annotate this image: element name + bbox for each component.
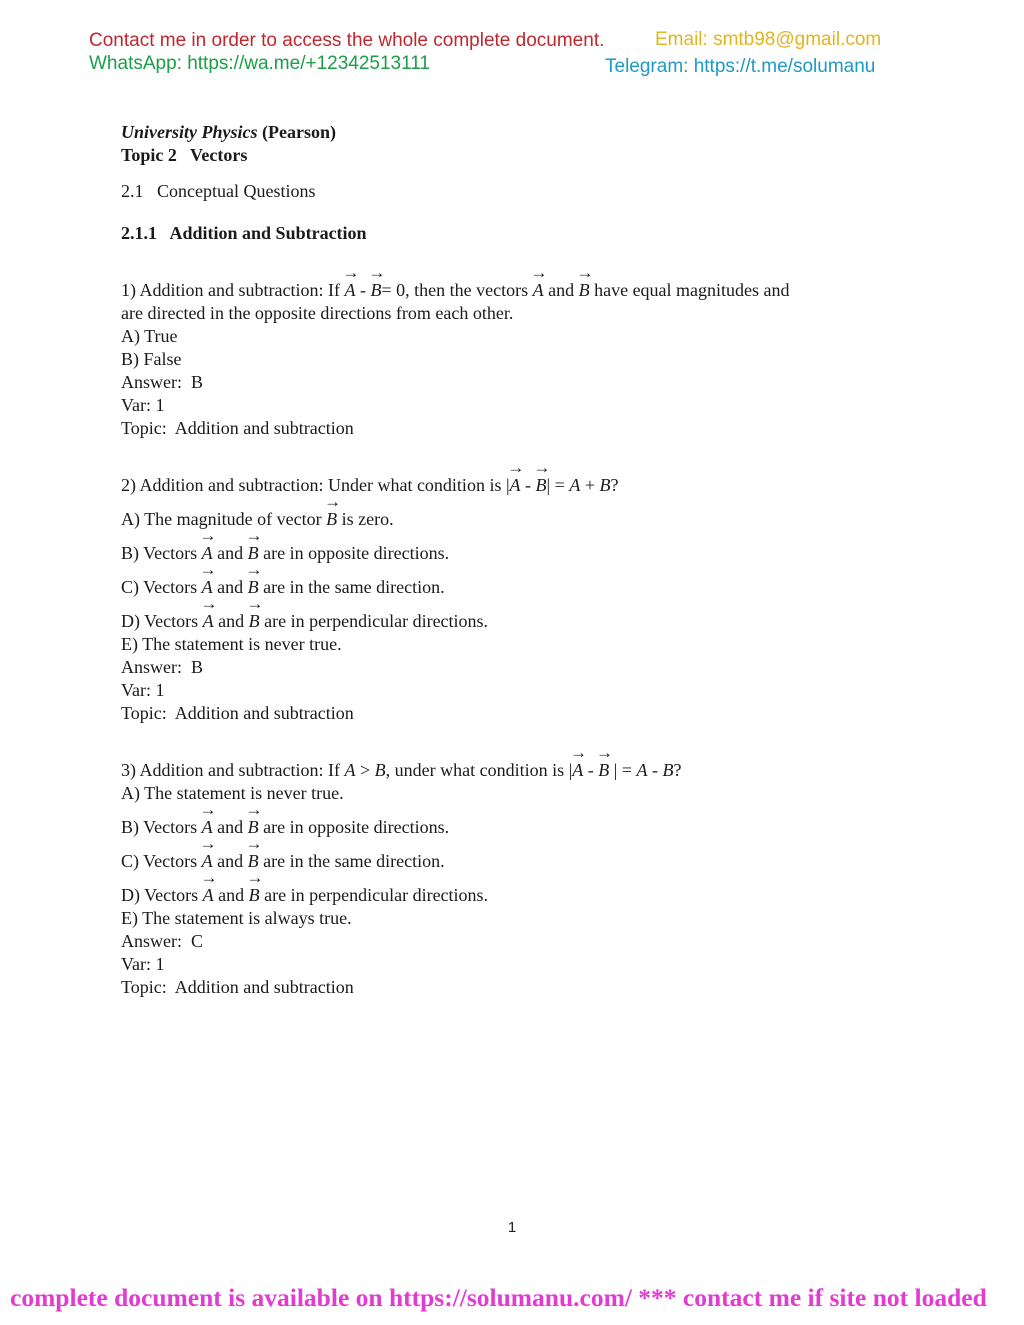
section-heading: 2.1 Conceptual Questions xyxy=(121,181,316,201)
var: Var: 1 xyxy=(121,395,165,415)
equals-text: | = xyxy=(609,760,637,780)
vector-b: → B xyxy=(248,576,259,599)
answer: Answer: B xyxy=(121,372,203,392)
and-text: and xyxy=(213,611,249,631)
question-1 xyxy=(121,268,901,440)
question-stem xyxy=(121,748,901,782)
magnitude-b: B xyxy=(662,760,674,780)
vector-b: → B xyxy=(370,279,381,302)
vector-b: → B xyxy=(579,279,590,302)
answer: Answer: C xyxy=(121,931,203,951)
vector-a: → A xyxy=(202,816,213,839)
question-stem xyxy=(121,463,901,497)
question-stem-continued: are directed in the opposite directions from each other. xyxy=(121,303,514,323)
vector-b: → B xyxy=(248,816,259,839)
option-b: B) False xyxy=(121,349,182,369)
subsection-heading: 2.1.1 Addition and Subtraction xyxy=(121,223,367,243)
vector-a: → A xyxy=(202,542,213,565)
plus-sign: + xyxy=(580,475,600,495)
question-3 xyxy=(121,748,901,999)
minus-sign: - xyxy=(647,760,663,780)
option-text: are in perpendicular directions. xyxy=(259,885,489,905)
vector-a: → A xyxy=(202,576,213,599)
option-text: are in opposite directions. xyxy=(258,543,450,563)
option-a: A) The statement is never true. xyxy=(121,783,344,803)
option-text: are in perpendicular directions. xyxy=(259,611,489,631)
vector-a: → A xyxy=(572,759,583,782)
option-e: E) The statement is never true. xyxy=(121,634,342,654)
contact-notice: Contact me in order to access the whole complete document. xyxy=(89,30,605,51)
stem-text: = 0, then the vectors xyxy=(381,280,533,300)
vector-b: → B xyxy=(536,474,547,497)
option-text: D) Vectors xyxy=(121,611,203,631)
option-text: A) The magnitude of vector xyxy=(121,509,327,529)
publisher: (Pearson) xyxy=(257,122,336,142)
and-text: and xyxy=(212,851,248,871)
stem-text: , under what condition is | xyxy=(385,760,573,780)
email-link[interactable]: Email: smtb98@gmail.com xyxy=(655,29,882,50)
stem-text: 3) Addition and subtraction: If xyxy=(121,760,345,780)
vector-b: → B xyxy=(249,884,260,907)
greater-than: > xyxy=(355,760,375,780)
and-text: and xyxy=(212,817,248,837)
option-text: B) Vectors xyxy=(121,817,202,837)
answer: Answer: B xyxy=(121,657,203,677)
option-text: B) Vectors xyxy=(121,543,202,563)
option-text: C) Vectors xyxy=(121,577,202,597)
stem-text: have equal magnitudes and xyxy=(589,280,790,300)
stem-text: 2) Addition and subtraction: Under what condition is | xyxy=(121,475,510,495)
magnitude-b: B xyxy=(599,475,611,495)
topic: Topic: Addition and subtraction xyxy=(121,418,354,438)
option-e: E) The statement is always true. xyxy=(121,908,352,928)
option-b xyxy=(121,531,901,565)
whatsapp-link[interactable]: WhatsApp: https://wa.me/+12342513111 xyxy=(89,53,430,74)
magnitude-b: B xyxy=(374,760,386,780)
option-c xyxy=(121,565,901,599)
magnitude-a: A xyxy=(344,760,356,780)
vector-a: → A xyxy=(344,279,355,302)
book-title-line xyxy=(121,121,901,144)
vector-a: → A xyxy=(203,884,214,907)
topic: Topic: Addition and subtraction xyxy=(121,703,354,723)
vector-b: → B xyxy=(248,850,259,873)
option-text: are in the same direction. xyxy=(258,577,445,597)
vector-b: → B xyxy=(326,508,337,531)
footer-banner[interactable]: complete document is available on https://solumanu.com/ *** contact me if site not loaded xyxy=(10,1283,987,1312)
option-a: A) True xyxy=(121,326,178,346)
vector-b: → B xyxy=(249,610,260,633)
option-text: C) Vectors xyxy=(121,851,202,871)
option-text: is zero. xyxy=(337,509,394,529)
magnitude-a: A xyxy=(569,475,581,495)
question-mark: ? xyxy=(610,475,619,495)
option-b xyxy=(121,805,901,839)
document-body xyxy=(121,121,901,999)
vector-a: → A xyxy=(202,850,213,873)
and-text: and xyxy=(213,885,249,905)
equals-text: | = xyxy=(546,475,570,495)
vector-a: → A xyxy=(533,279,544,302)
topic: Topic: Addition and subtraction xyxy=(121,977,354,997)
and-text: and xyxy=(543,280,579,300)
vector-b: → B xyxy=(248,542,259,565)
and-text: and xyxy=(212,577,248,597)
and-text: and xyxy=(212,543,248,563)
option-text: are in opposite directions. xyxy=(258,817,450,837)
vector-b: → B xyxy=(598,759,609,782)
minus-sign: - xyxy=(520,475,536,495)
topic-heading: Topic 2 Vectors xyxy=(121,145,248,165)
var: Var: 1 xyxy=(121,954,165,974)
minus-sign: - xyxy=(355,280,371,300)
option-text: D) Vectors xyxy=(121,885,203,905)
option-d xyxy=(121,599,901,633)
question-stem xyxy=(121,268,901,302)
telegram-link[interactable]: Telegram: https://t.me/solumanu xyxy=(605,56,876,77)
magnitude-a: A xyxy=(636,760,648,780)
page-number: 1 xyxy=(507,1219,517,1236)
book-title: University Physics xyxy=(121,122,258,142)
vector-a: → A xyxy=(203,610,214,633)
option-c xyxy=(121,839,901,873)
question-2 xyxy=(121,463,901,725)
vector-a: → A xyxy=(510,474,521,497)
option-d xyxy=(121,873,901,907)
minus-sign: - xyxy=(583,760,599,780)
stem-text: 1) Addition and subtraction: If xyxy=(121,280,345,300)
var: Var: 1 xyxy=(121,680,165,700)
question-mark: ? xyxy=(673,760,682,780)
option-text: are in the same direction. xyxy=(258,851,445,871)
option-a xyxy=(121,497,901,531)
